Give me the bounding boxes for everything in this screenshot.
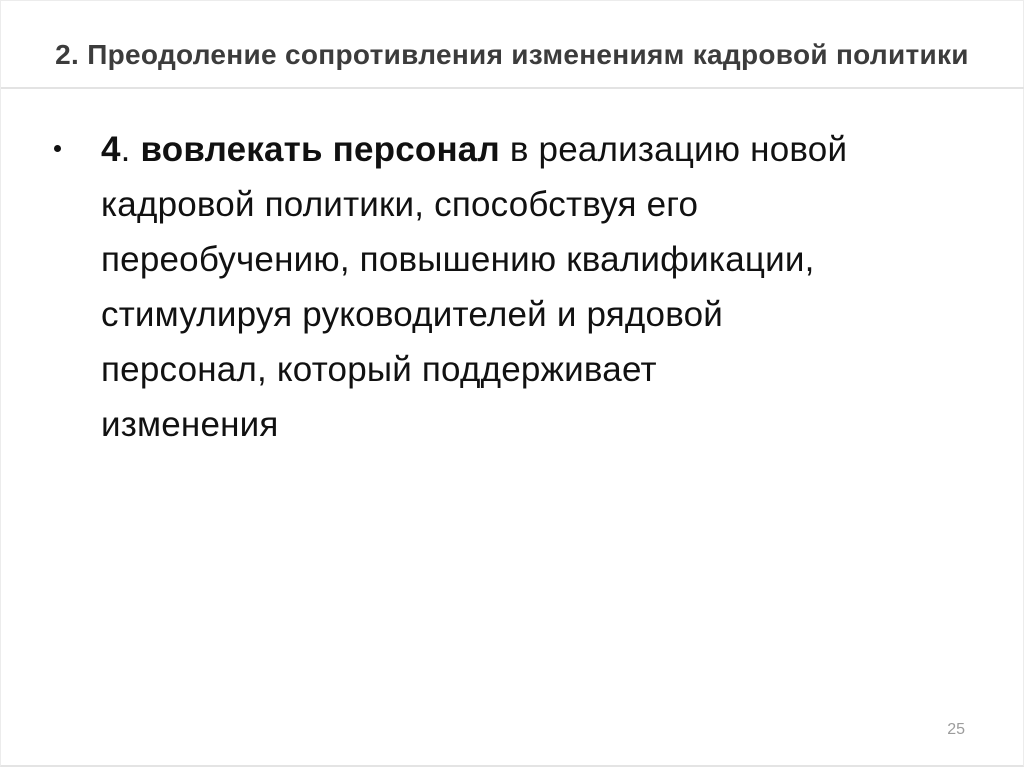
bullet-icon bbox=[54, 145, 61, 152]
text-line bbox=[101, 287, 981, 342]
slide-title: 2. Преодоление сопротивления изменениям кадровой политики bbox=[55, 39, 969, 70]
text-segment: переобучению, повышению квалификации, bbox=[101, 240, 815, 279]
text-segment: кадровой политики, способствуя его bbox=[101, 185, 699, 224]
text-segment: . bbox=[120, 130, 141, 169]
text-segment: в реализацию новой bbox=[499, 130, 848, 169]
title-divider bbox=[1, 87, 1024, 89]
text-segment: изменения bbox=[101, 405, 279, 444]
text-line bbox=[101, 122, 981, 177]
text-segment-bold: 4 bbox=[101, 130, 121, 169]
text-line bbox=[101, 232, 981, 287]
text-segment: персонал, который поддерживает bbox=[101, 350, 657, 389]
text-line bbox=[101, 177, 981, 232]
text-segment-bold: вовлекать персонал bbox=[140, 130, 500, 169]
text-line bbox=[101, 342, 981, 397]
bullet-text bbox=[101, 122, 981, 452]
page-number: 25 bbox=[947, 721, 965, 738]
text-line bbox=[101, 397, 981, 452]
text-segment: стимулируя руководителей и рядовой bbox=[101, 295, 724, 334]
